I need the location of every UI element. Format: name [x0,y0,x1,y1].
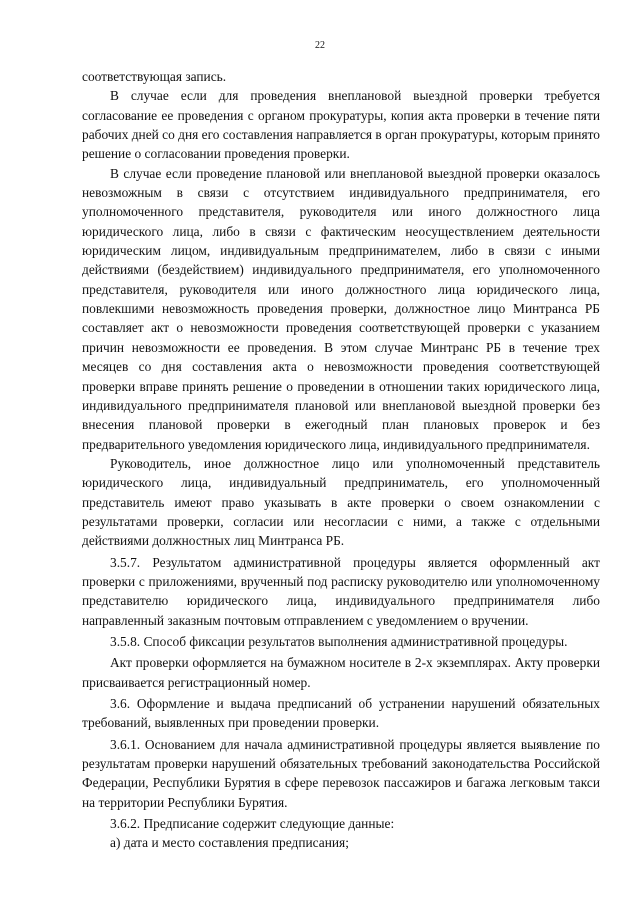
paragraph-impossible-inspection: В случае если проведение плановой или внеплановой выездной проверки оказалось невозможным в связи с отсутствием индивидуального предпринимателя, его уполномоченного представителя, руководителя или иного должностного лица юридического лица, либо в связи с фактическим неосуществлением деятельности юридическим лицом, индивидуальным предпринимателем, либо в связи с иными действиями (бездействием) индивидуального предпринимателя, его уполномоченного представителя, руководителя или иного должностного лица юридического лица, повлекшими невозможность проведения проверки, должностное лицо Минтранса РБ составляет акт о невозможности проведения соответствующей проверки с указанием причин невозможности ее проведения. В этом случае Минтранс РБ в течение трех месяцев со дня составления акта о невозможности проведения соответствующей проверки вправе принять решение о проведении в отношении таких юридического лица, индивидуального предпринимателя плановой или внеплановой выездной проверки без внесения плановой проверки в ежегодный план плановых проверок и без предварительного уведомления юридического лица, индивидуального предпринимателя. [82,165,600,452]
paragraph-3-6-1: 3.6.1. Основанием для начала административной процедуры является выявление по результатам проверки нарушений обязательных требований законодательства Российской Федерации, Республики Бурятия в сфере перевозок пассажиров и багажа легковым такси на территории Республики Бурятия. [82,736,600,810]
paragraph-3-5-8: 3.5.8. Способ фиксации результатов выполнения административной процедуры. [110,633,568,649]
document-body [82,67,600,853]
paragraph-3-5-7: 3.5.7. Результатом административной процедуры является оформленный акт проверки с приложениями, врученный под расписку руководителю или уполномоченному представителю юридического лица, индивидуального предпринимателя либо направленный заказным почтовым отправлением с уведомлением о вручении. [82,554,600,628]
paragraph-prosecutor-copy: В случае если для проведения внеплановой выездной проверки требуется согласование ее проведения с органом прокуратуры, копия акта проверки в течение пяти рабочих дней со дня его составления направляется в орган прокуратуры, которым принято решение о согласовании проведения проверки. [82,88,600,162]
paragraph-acknowledgement-right: Руководитель, иное должностное лицо или уполномоченный представитель юридического лица, индивидуальный предприниматель, его уполномоченный представитель имеют право указывать в акте проверки о своем ознакомлении с результатами проверки, согласии или несогласии с ними, а также с отдельными действиями должностных лиц Минтранса РБ. [82,455,600,549]
paragraph-item-a: а) дата и место составления предписания; [110,835,349,851]
page-number: 22 [315,40,325,51]
paragraph-act-format: Акт проверки оформляется на бумажном носителе в 2-х экземплярах. Акту проверки присваивается регистрационный номер. [82,655,600,690]
paragraph-3-6: 3.6. Оформление и выдача предписаний об устранении нарушений обязательных требований, выявленных при проведении проверки. [82,696,600,731]
paragraph-continuation: соответствующая запись. [82,69,227,84]
paragraph-3-6-2: 3.6.2. Предписание содержит следующие данные: [110,816,395,832]
